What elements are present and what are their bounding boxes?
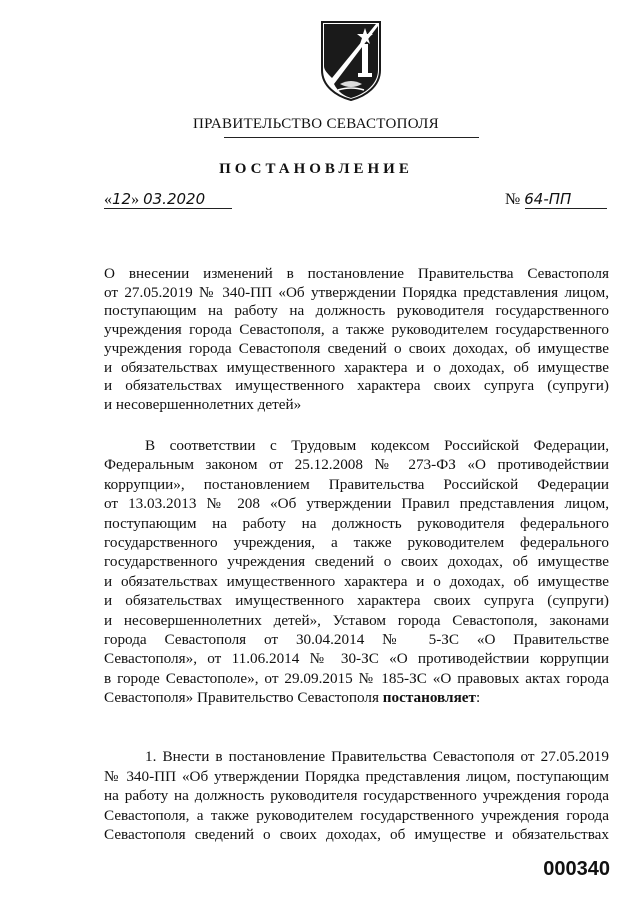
preamble-last-text: Севастополя» Правительство Севастополя bbox=[104, 689, 383, 707]
item-1-line: Севастополя сведений о своих доходах, об имуществе и обязательствах bbox=[104, 826, 609, 844]
item-1-line: № 340-ПП «Об утверждении Порядка представления лицом, поступающим bbox=[104, 767, 609, 785]
preamble-line: от 13.03.2013 № 208 «Об утверждении Правил представления лицом, bbox=[104, 495, 609, 513]
preamble-line: в городе Севастополе», от 29.09.2015 № 185-ЗС «О правовых актах города bbox=[104, 669, 609, 687]
preamble-line: и обязательствах имущественного характера и о доходах, об имуществе bbox=[104, 572, 609, 590]
preamble-line bbox=[104, 688, 609, 707]
preamble-line: города Севастополя от 30.04.2014 № 5-ЗС «О Правительстве bbox=[104, 631, 609, 649]
preamble-line: поступающим на работу на должность руководителя федерального bbox=[104, 514, 609, 532]
issuing-authority: ПРАВИТЕЛЬСТВО СЕВАСТОПОЛЯ bbox=[193, 116, 439, 132]
date-day: 12 bbox=[112, 190, 132, 208]
date-underline bbox=[104, 208, 232, 209]
preamble-line: и обязательствах имущественного характера своих супруга (супруги) bbox=[104, 592, 609, 610]
number-sign: № bbox=[505, 191, 525, 208]
document-type-title: ПОСТАНОВЛЕНИЕ bbox=[219, 161, 413, 177]
preamble-line: коррупции», постановлением Правительства Российской Федерации bbox=[104, 475, 609, 493]
subject-line: поступающим на работу на должность руководителя государственного bbox=[104, 302, 609, 320]
subject-line: и обязательствах имущественного характера своих супруга (супруги) bbox=[104, 377, 609, 395]
subject-line: О внесении изменений в постановление Правительства Севастополя bbox=[104, 265, 609, 282]
item-1-paragraph bbox=[104, 747, 609, 845]
document-number bbox=[505, 190, 571, 209]
document-serial-number: 000340 bbox=[543, 858, 610, 880]
item-1-line: 1. Внести в постановление Правительства Севастополя от 27.05.2019 bbox=[145, 748, 609, 765]
preamble-line: государственного учреждения сведений о своих доходах, об имуществе bbox=[104, 553, 609, 571]
subject-line: и обязательствах имущественного характера и о доходах, об имуществе bbox=[104, 358, 609, 376]
preamble-line: и несовершеннолетних детей», Уставом города Севастополя, законами bbox=[104, 611, 609, 629]
authority-underline bbox=[224, 137, 479, 138]
resolves-keyword: постановляет bbox=[382, 689, 476, 707]
number-value: 64-ПП bbox=[524, 190, 572, 208]
document-subject bbox=[104, 265, 609, 415]
date-month-year: 03.2020 bbox=[143, 190, 206, 208]
subject-line: и несовершеннолетних детей» bbox=[104, 395, 302, 413]
sevastopol-coat-of-arms-icon bbox=[318, 18, 384, 102]
date-close-quote: » bbox=[131, 191, 144, 208]
subject-line: учреждения города Севастополя сведений о своих доходах, об имуществе bbox=[104, 339, 609, 357]
subject-line: от 27.05.2019 № 340-ПП «Об утверждении Порядка представления лицом, bbox=[104, 283, 609, 301]
preamble-line: В соответствии с Трудовым кодексом Российской Федерации, bbox=[145, 437, 609, 454]
preamble-paragraph bbox=[104, 436, 609, 708]
number-underline bbox=[525, 208, 607, 209]
item-1-line: на работу на должность руководителя государственного учреждения города bbox=[104, 787, 609, 805]
preamble-line: Севастополя», от 11.06.2014 № 30-ЗС «О противодействии коррупции bbox=[104, 650, 609, 668]
preamble-line: государственного учреждения, а также руководителем федерального bbox=[104, 534, 609, 552]
resolves-colon: : bbox=[476, 689, 481, 707]
preamble-line: Федеральным законом от 25.12.2008 № 273-ФЗ «О противодействии bbox=[104, 456, 609, 474]
document-date bbox=[104, 190, 205, 209]
date-open-quote: « bbox=[104, 191, 112, 208]
subject-line: учреждения города Севастополя, а также руководителем государственного bbox=[104, 321, 609, 339]
item-1-line: Севастополя, а также руководителем государственного учреждения города bbox=[104, 806, 609, 824]
